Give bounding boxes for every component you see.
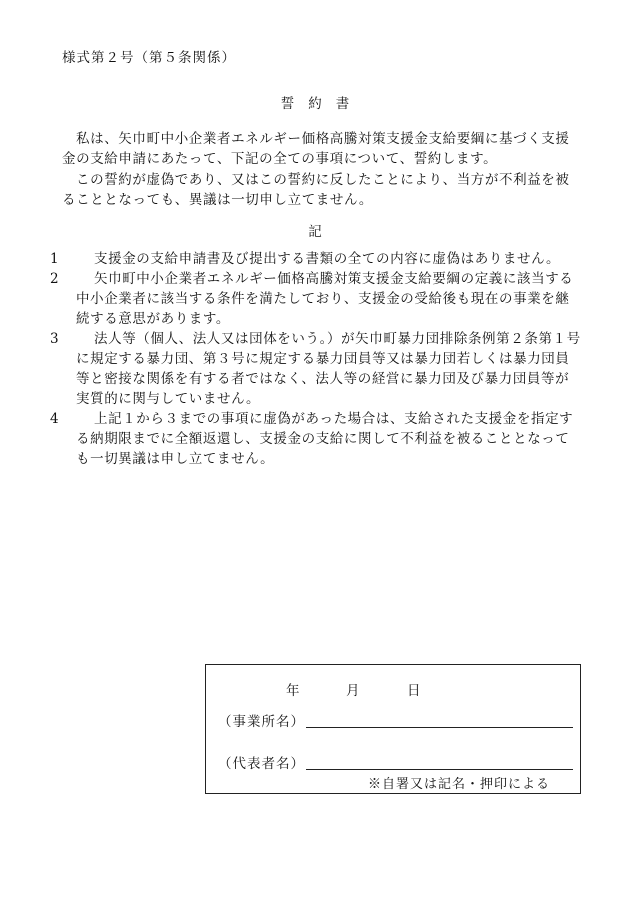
pledge-item-text: 上記１から３までの事項に虚偽があった場合は、支給された支援金を指定する納期限までに全額返還し、支援金の支給に関して不利益を被ることとなっても一切異議は申し立てません。 (76, 411, 574, 467)
date-day-label: 日 (407, 683, 421, 699)
intro-text-1: 私は、矢巾町中小企業者エネルギー価格高騰対策支援金支給要綱に基づく支援金の支給申請にあたって、下記の全ての事項について、誓約します。 (62, 131, 570, 167)
pledge-item-2 (50, 269, 582, 329)
pledge-item-1 (50, 249, 582, 269)
representative-name-row (218, 752, 573, 772)
intro-paragraph-1 (62, 129, 582, 169)
intro-paragraph-2 (62, 170, 582, 210)
office-name-row (218, 710, 573, 730)
form-number: 様式第２号（第５条関係） (62, 50, 236, 66)
pledge-item-number: 4 (50, 411, 60, 427)
document-title: 誓約書 (280, 96, 364, 112)
pledge-item-4 (50, 409, 582, 469)
signature-note: ※自署又は記名・押印による (367, 777, 550, 792)
office-name-line[interactable] (306, 727, 573, 728)
pledge-item-text: 法人等（個人、法人又は団体をいう。）が矢巾町暴力団排除条例第２条第１号に規定する暴力団、第３号に規定する暴力団員等又は暴力団若しくは暴力団員等と密接な関係を有する者ではなく、法人等の経営に暴力団及び暴力団員等が実質的に関与していません。 (76, 331, 581, 407)
pledge-item-number: 1 (50, 251, 60, 267)
representative-name-label: （代表者名） (218, 756, 305, 772)
pledge-items (50, 249, 582, 469)
date-month-label: 月 (346, 683, 360, 699)
representative-name-line[interactable] (306, 769, 573, 770)
pledge-item-number: 2 (50, 271, 60, 287)
pledge-item-text: 矢巾町中小企業者エネルギー価格高騰対策支援金支給要綱の定義に該当する中小企業者に該当する条件を満たしており、支援金の受給後も現在の事業を継続する意思があります。 (76, 271, 574, 327)
pledge-item-text: 支援金の支給申請書及び提出する書類の全ての内容に虚偽はありません。 (94, 251, 561, 267)
signature-box (205, 664, 581, 794)
pledge-item-3 (50, 329, 582, 409)
pledge-item-number: 3 (50, 331, 60, 347)
date-year-label: 年 (286, 683, 300, 699)
office-name-label: （事業所名） (218, 714, 305, 730)
intro-text-2: この誓約が虚偽であり、又はこの誓約に反したことにより、当方が不利益を被ることとなっても、異議は一切申し立てません。 (62, 172, 570, 208)
ki-heading: 記 (308, 224, 322, 240)
